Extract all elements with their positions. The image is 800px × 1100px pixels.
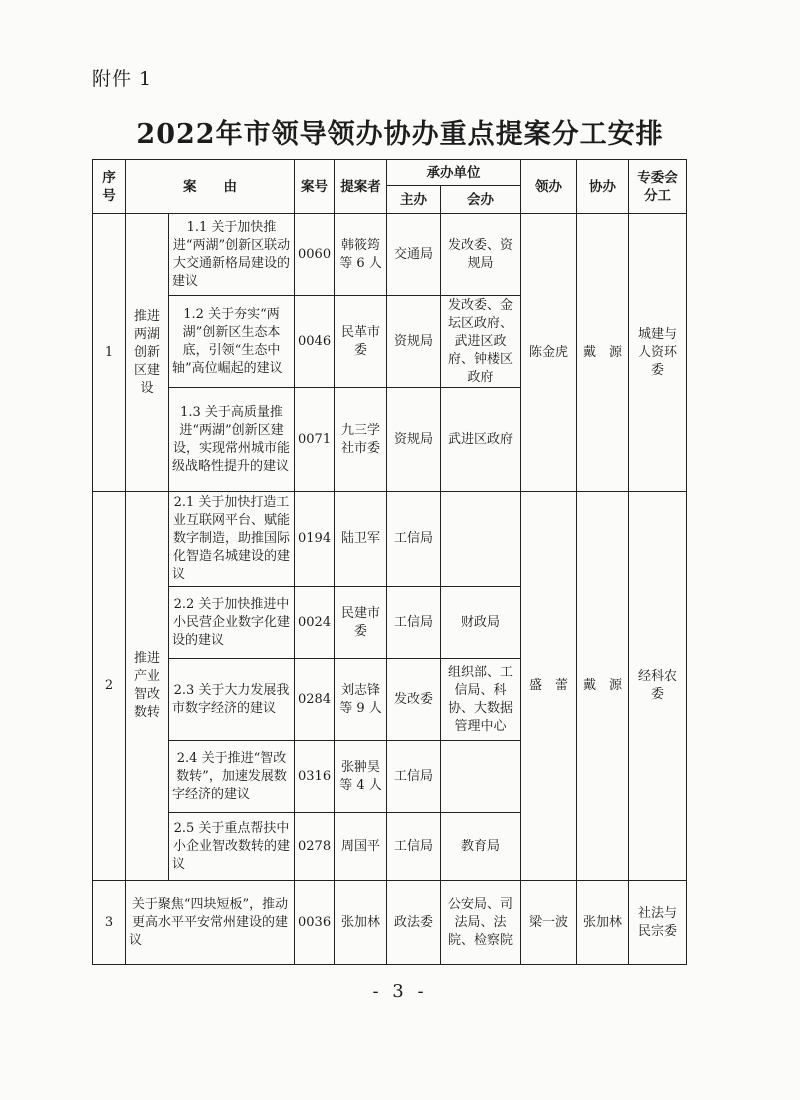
group-assist: 戴 源 xyxy=(577,492,629,881)
item-proposer: 张加林 xyxy=(335,881,387,965)
header-proposer: 提案者 xyxy=(335,160,387,214)
group-theme: 推进产业智改数转 xyxy=(126,492,169,881)
group-committee: 经科农委 xyxy=(629,492,687,881)
group-seq: 3 xyxy=(93,881,126,965)
item-case-no: 0046 xyxy=(295,296,335,388)
header-leader: 领办 xyxy=(521,160,577,214)
item-reason: 1.2 关于夯实“两湖”创新区生态本底，引领“生态中轴”高位崛起的建议 xyxy=(169,296,295,388)
header-assist: 协办 xyxy=(577,160,629,214)
item-host: 工信局 xyxy=(387,492,441,587)
item-co: 发改委、金坛区政府、武进区政府、钟楼区政府 xyxy=(441,296,521,388)
group-theme: 推进两湖创新区建设 xyxy=(126,214,169,492)
header-units: 承办单位 xyxy=(387,160,521,186)
group-committee: 城建与人资环委 xyxy=(629,214,687,492)
group-seq: 2 xyxy=(93,492,126,881)
group-assist: 张加林 xyxy=(577,881,629,965)
item-case-no: 0194 xyxy=(295,492,335,587)
item-co: 财政局 xyxy=(441,587,521,659)
item-proposer: 韩筱筠等 6 人 xyxy=(335,214,387,296)
item-proposer: 刘志锋等 9 人 xyxy=(335,659,387,741)
group-leader: 陈金虎 xyxy=(521,214,577,492)
item-host: 工信局 xyxy=(387,587,441,659)
item-co: 武进区政府 xyxy=(441,388,521,492)
header-case-no: 案号 xyxy=(295,160,335,214)
attachment-label: 附件 1 xyxy=(92,68,153,90)
item-proposer: 九三学社市委 xyxy=(335,388,387,492)
item-case-no: 0284 xyxy=(295,659,335,741)
table-row xyxy=(93,492,687,587)
header-reason: 案 由 xyxy=(126,160,295,214)
item-reason: 2.1 关于加快打造工业互联网平台、赋能数字制造，助推国际化智造名城建设的建议 xyxy=(169,492,295,587)
item-case-no: 0060 xyxy=(295,214,335,296)
item-co: 发改委、资规局 xyxy=(441,214,521,296)
item-host: 交通局 xyxy=(387,214,441,296)
table-row xyxy=(93,881,687,965)
item-reason: 2.4 关于推进“智改数转”，加速发展数字经济的建议 xyxy=(169,741,295,813)
header-seq: 序号 xyxy=(93,160,126,214)
item-case-no: 0278 xyxy=(295,813,335,881)
group-leader: 盛 蕾 xyxy=(521,492,577,881)
item-host: 资规局 xyxy=(387,296,441,388)
item-proposer: 张翀昊等 4 人 xyxy=(335,741,387,813)
item-co: 公安局、司法局、法院、检察院 xyxy=(441,881,521,965)
header-committee: 专委会分工 xyxy=(629,160,687,214)
item-reason: 关于聚焦“四块短板”，推动更高水平平安常州建设的建议 xyxy=(126,881,295,965)
item-reason: 2.3 关于大力发展我市数字经济的建议 xyxy=(169,659,295,741)
document-title: 2022年市领导领办协办重点提案分工安排 xyxy=(136,119,664,150)
header-row xyxy=(93,160,687,186)
item-host: 政法委 xyxy=(387,881,441,965)
item-reason: 2.2 关于加快推进中小民营企业数字化建设的建议 xyxy=(169,587,295,659)
item-proposer: 民建市委 xyxy=(335,587,387,659)
item-case-no: 0036 xyxy=(295,881,335,965)
item-host: 发改委 xyxy=(387,659,441,741)
table-row xyxy=(93,214,687,296)
group-seq: 1 xyxy=(93,214,126,492)
item-proposer: 周国平 xyxy=(335,813,387,881)
group-committee: 社法与民宗委 xyxy=(629,881,687,965)
item-host: 资规局 xyxy=(387,388,441,492)
item-proposer: 民革市委 xyxy=(335,296,387,388)
item-co xyxy=(441,492,521,587)
item-proposer: 陆卫军 xyxy=(335,492,387,587)
item-case-no: 0316 xyxy=(295,741,335,813)
item-co: 教育局 xyxy=(441,813,521,881)
item-case-no: 0024 xyxy=(295,587,335,659)
item-case-no: 0071 xyxy=(295,388,335,492)
assignment-table xyxy=(92,159,687,965)
header-co: 会办 xyxy=(441,186,521,214)
item-host: 工信局 xyxy=(387,741,441,813)
item-reason: 2.5 关于重点帮扶中小企业智改数转的建议 xyxy=(169,813,295,881)
item-reason: 1.3 关于高质量推进“两湖”创新区建设，实现常州城市能级战略性提升的建议 xyxy=(169,388,295,492)
item-reason: 1.1 关于加快推进“两湖”创新区联动大交通新格局建设的建议 xyxy=(169,214,295,296)
item-co xyxy=(441,741,521,813)
item-host: 工信局 xyxy=(387,813,441,881)
page-number: - 3 - xyxy=(372,981,428,1002)
item-co: 组织部、工信局、科协、大数据管理中心 xyxy=(441,659,521,741)
header-host: 主办 xyxy=(387,186,441,214)
group-assist: 戴 源 xyxy=(577,214,629,492)
group-leader: 梁一波 xyxy=(521,881,577,965)
